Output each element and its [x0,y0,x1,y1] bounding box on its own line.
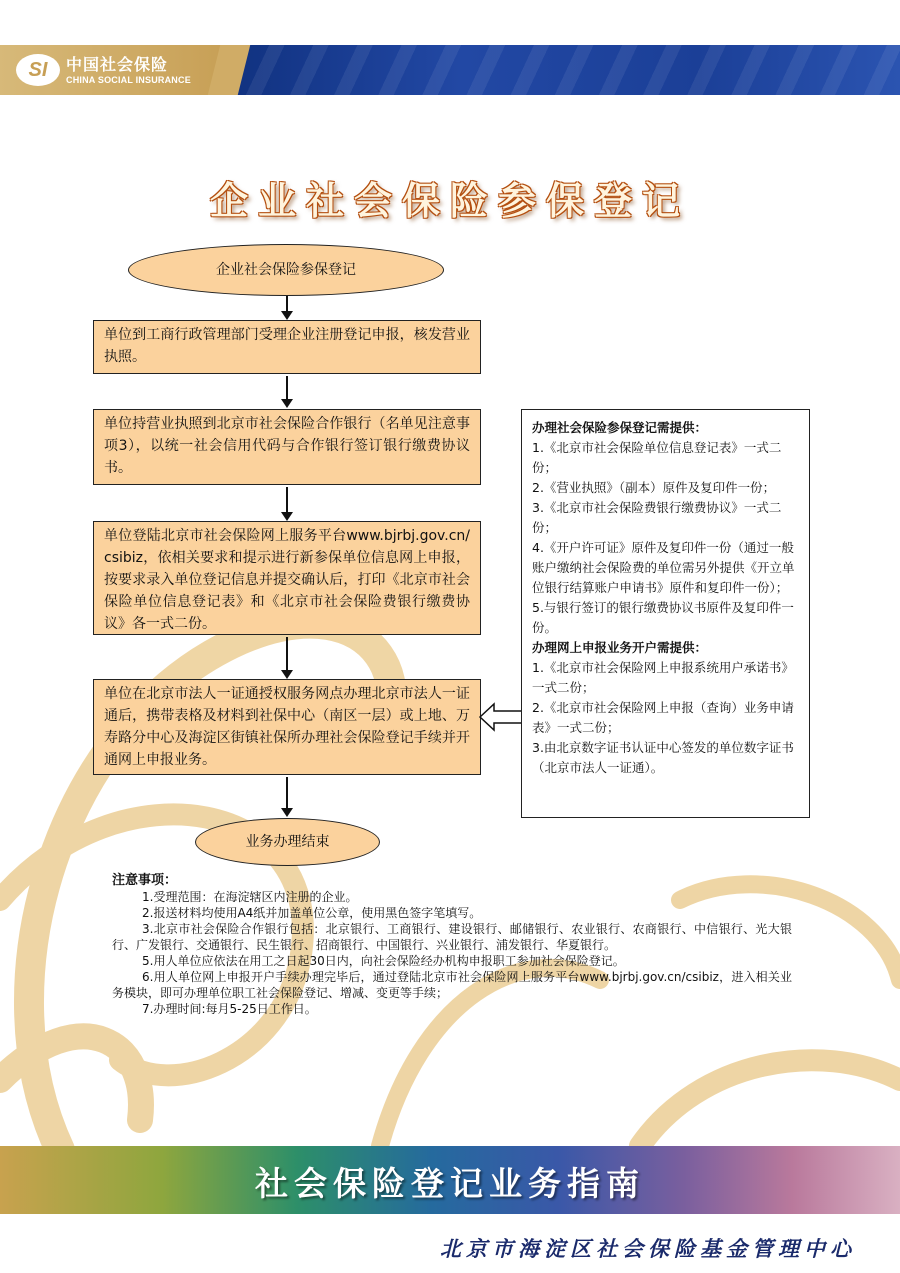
flow-arrow-3 [286,487,288,519]
header-banner [0,45,900,95]
page-title: 企业社会保险参保登记 [209,179,690,223]
requirements-heading-registration: 办理社会保险参保登记需提供： [532,420,708,435]
note-item: 2.报送材料均使用A4纸并加盖单位公章，使用黑色签字笔填写。 [142,906,482,920]
logo-chinese-text: 中国社会保险 [66,55,169,74]
requirement-item: 1.《北京市社会保险单位信息登记表》一式二份； [532,440,782,475]
requirement-item: 3.由北京数字证书认证中心签发的单位数字证书（北京市法人一证通）。 [532,740,794,775]
left-arrow-icon [478,702,524,732]
requirements-panel [521,409,810,818]
flow-step-3: 单位登陆北京市社会保险网上服务平台www.bjrbj.gov.cn/csibiz，依相关要求和提示进行新参保单位信息网上申报，按要求录入单位登记信息并提交确认后，打印《北京市社会保险单位信息登记表》和《北京市社会保险费银行缴费协议》各一式二份。 [93,521,481,635]
flow-arrow-5 [286,777,288,815]
flow-start-oval: 企业社会保险参保登记 [128,244,444,296]
requirements-heading-online: 办理网上申报业务开户需提供： [532,640,708,655]
requirement-item: 2.《北京市社会保险网上申报（查询）业务申请表》一式二份； [532,700,794,735]
notes-section [112,873,792,1017]
note-item: 7.办理时间:每月5-25日工作日。 [142,1002,317,1016]
flow-step-2: 单位持营业执照到北京市社会保险合作银行（名单见注意事项3），以统一社会信用代码与合作银行签订银行缴费协议书。 [93,409,481,485]
header-blue-section [225,45,900,95]
flow-arrow-1 [286,296,288,318]
flow-step-4: 单位在北京市法人一证通授权服务网点办理北京市法人一证通后，携带表格及材料到社保中心（南区一层）或上地、万寿路分中心及海淀区街镇社保所办理社会保险登记手续并开通网上申报业务。 [93,679,481,775]
si-logo-icon: SI [16,54,60,86]
requirement-item: 4.《开户许可证》原件及复印件一份（通过一般账户缴纳社会保险费的单位需另外提供《开立单位银行结算账户申请书》原件和复印件一份）； [532,540,795,595]
flow-arrow-4 [286,637,288,677]
logo-english-text: CHINA SOCIAL INSURANCE [66,75,191,85]
notes-title: 注意事项： [112,873,178,888]
flow-end-oval: 业务办理结束 [195,818,380,866]
guide-title: 社会保险登记业务指南 [255,1164,645,1203]
note-item: 5.用人单位应依法在用工之日起30日内，向社会保险经办机构申报职工参加社会保险登记。 [142,954,625,968]
note-item: 3.北京市社会保险合作银行包括：北京银行、工商银行、建设银行、邮储银行、农业银行、农商银行、中信银行、光大银行、广发银行、交通银行、民生银行、招商银行、中国银行、兴业银行、浦发银行、华夏银行。 [112,922,792,952]
note-item: 1.受理范围：在海淀辖区内注册的企业。 [142,890,358,904]
requirement-item: 1.《北京市社会保险网上申报系统用户承诺书》一式二份； [532,660,794,695]
note-item: 6.用人单位网上申报开户手续办理完毕后，通过登陆北京市社会保险网上服务平台www.bjrbj.gov.cn/csibiz，进入相关业务模块，即可办理单位职工社会保险登记、增减、变更等手续； [112,970,792,1000]
flow-step-1: 单位到工商行政管理部门受理企业注册登记申报，核发营业执照。 [93,320,481,374]
organization-name: 北京市海淀区社会保险基金管理中心 [440,1237,856,1261]
requirement-item: 2.《营业执照》（副本）原件及复印件一份； [532,480,776,495]
flow-arrow-2 [286,376,288,406]
requirement-item: 3.《北京市社会保险费银行缴费协议》一式二份； [532,500,782,535]
requirement-item: 5.与银行签订的银行缴费协议书原件及复印件一份。 [532,600,794,635]
